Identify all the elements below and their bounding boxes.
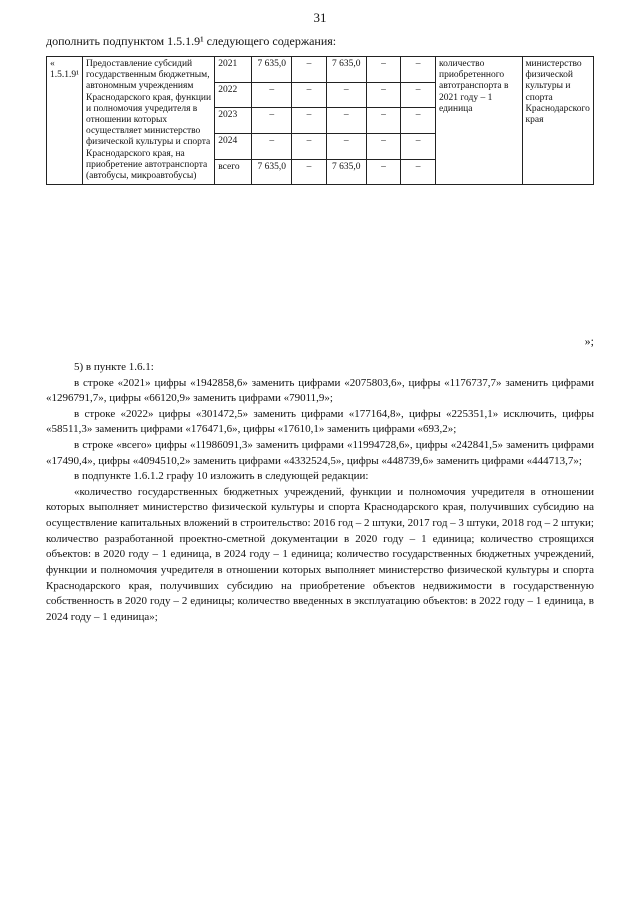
value-cell: – [326, 133, 366, 159]
opening-quote: « [50, 59, 55, 69]
event-description: Предоставление субсидий государственным бюджетным, автономным учреждениям Краснодарского края, функции и полномочия учредителя в отношении которых осуществляет министерство физической культуры и спорта Краснодарского края, на приобретение автотранспорта (автобусы, микроавтобусы) [82, 57, 214, 185]
value-cell: – [401, 108, 436, 134]
subsidy-table [46, 56, 594, 185]
year-cell: всего [215, 159, 252, 185]
value-cell: – [366, 108, 401, 134]
amendments-text [46, 360, 594, 625]
item-number-cell [47, 57, 83, 185]
value-cell: – [366, 82, 401, 108]
value-cell: – [292, 108, 327, 134]
item-number: 1.5.1.9¹ [50, 70, 79, 81]
value-cell: – [326, 108, 366, 134]
amendment-paragraph: в подпункте 1.6.1.2 графу 10 изложить в следующей редакции: [74, 470, 369, 483]
year-cell: 2022 [215, 82, 252, 108]
value-cell: 7 635,0 [252, 57, 292, 83]
value-cell: – [401, 133, 436, 159]
value-cell: – [366, 57, 401, 83]
value-cell: 7 635,0 [326, 159, 366, 185]
year-cell: 2021 [215, 57, 252, 83]
value-cell: 7 635,0 [326, 57, 366, 83]
value-cell: – [366, 159, 401, 185]
page-number: 31 [313, 10, 327, 25]
executor: министерство физической культуры и спорта Краснодарского края [522, 57, 593, 185]
value-cell: – [252, 133, 292, 159]
value-cell: – [292, 82, 327, 108]
value-cell: – [292, 57, 327, 83]
table-row [47, 57, 594, 83]
intro-text: дополнить подпунктом 1.5.1.9¹ следующего содержания: [46, 34, 337, 48]
value-cell: – [401, 82, 436, 108]
year-cell: 2023 [215, 108, 252, 134]
value-cell: – [401, 57, 436, 83]
amendment-paragraph: в строке «2021» цифры «1942858,6» заменить цифрами «2075803,6», цифры «1176737,7» заменить цифрами «1296791,7», цифры «66120,9» заменить цифрами «79011,9»; [46, 376, 594, 405]
value-cell: – [366, 133, 401, 159]
amendment-paragraph: 5) в пункте 1.6.1: [74, 361, 154, 373]
value-cell: 7 635,0 [252, 159, 292, 185]
value-cell: – [252, 108, 292, 134]
closing-quote: »; [584, 334, 594, 348]
value-cell: – [401, 159, 436, 185]
amendment-paragraph: в строке «всего» цифры «11986091,3» заменить цифрами «11994728,6», цифры «242841,5» заменить цифрами «17490,4», цифры «4094510,2» заменить цифрами «4332524,5», цифры «448739,6» заменить цифрами «444713,7»; [46, 439, 594, 467]
value-cell: – [292, 159, 327, 185]
amendment-paragraph: «количество государственных бюджетных учреждений, функции и полномочия учредителя в отношении которых выполняет министерство физической культуры и спорта Краснодарского края, получивших субсидию на осуществление капитальных вложений в строительство: 2016 год – 2 штуки, 2017 год – 3 штуки, 2018 год – 2 штуки; количество разработанной проектно-сметной документации в 2020 году – 1 единица; количество строящихся объектов: в 2020 году – 1 единица, в 2024 году – 1 единица; количество государственных бюджетных учреждений, функции и полномочия учредителя в отношении которых выполняет министерство физической культуры и спорта Краснодарского края, получивших субсидию на приобретение объектов недвижимости в государственную собственность в 2020 году – 2 единицы; количество введенных в эксплуатацию объектов: в 2022 году – 1 единица, в 2024 году – 1 единица»; [46, 485, 594, 623]
value-cell: – [292, 133, 327, 159]
value-cell: – [252, 82, 292, 108]
amendment-paragraph: в строке «2022» цифры «301472,5» заменить цифрами «177164,8», цифры «225351,1» исключить, цифры «58511,3» заменить цифрами «176471,6», цифры «17610,1» заменить цифрами «693,2»; [46, 407, 594, 436]
result-indicator: количество приобретенного автотранспорта в 2021 году – 1 единица [435, 57, 522, 185]
year-cell: 2024 [215, 133, 252, 159]
value-cell: – [326, 82, 366, 108]
